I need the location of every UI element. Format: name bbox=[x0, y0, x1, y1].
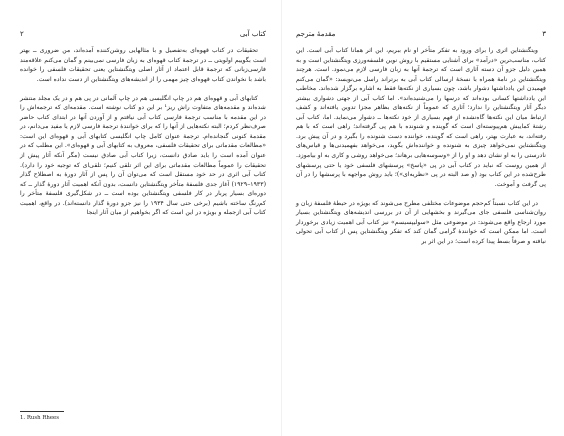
footnote-rule bbox=[20, 411, 64, 412]
right-page bbox=[282, 0, 564, 436]
footnote: 1. Rush Rhees bbox=[20, 415, 60, 421]
right-page-body bbox=[296, 46, 546, 246]
paragraph: ویتگنشتاین اثری را برای ورود به تفکر متأخر او نام ببریم، این اثر همانا کتاب آبی است. این کتاب، مناسب‌ترین «درآمد» برای آشنایی مستقیم با روش نوین فلسفه‌ورزی ویتگنشتاین است و به همین دلیل جزو آن دسته آثاری است که ترجمهٔ آنها به زبان فارسی لازم می‌نمود. است. هرچند ویتگنشتاین در نامهٔ همراه با نسخهٔ ارسالی کتاب آبی به برتراند راسل می‌نویسد: «گمان می‌کنم فهمیدن این یادداشتها دشوار باشد، چون بسیاری از نکته‌ها فقط به اشاره برگزار شده‌اند. مخاطب این یادداشتها کسانی بوده‌اند که درسها را می‌شنیده‌اند». اما کتاب آبی از جهتی دشواری بیشتر دیگر آثار ویتگنشتاین را ندارد؛ آثاری که عموماً از نکته‌های بظاهر مجزا تدوین یافته‌اند و کشف ارتباط میان این نکته‌ها گاه‌نشده از فهم بسیاری از خود نکته‌ها ــ دشوار می‌نماید. اما، کتاب آبی رشتهٔ کماییش هم‌پیوسته‌ای است که گوینده و شنونده با هم پی گرفته‌اند؛ راهی است که با هم رفته‌اند، به عبارت بهتر، راهی است که گوینده، خواننده دست شنونده را بگیرد و در آن پیش برد. ویتگنشتاین نمی‌خواهد چیزی به شنونده و خواننده‌اش بگوید، می‌خواهد بفهمیدنی‌ها و قیاس‌های نادرستی را به او نشان دهد و او را از «وسوسه‌هایی برهاند؛ می‌خواهد روشی و کاری به او بیاموزد. از همین روست که نباید در کتاب آبی در پی «پاسخ» پرسشهای فلسفی خود یا حتی پرسشهای طرح‌شده در این کتاب بود (و صد البته در پی «نظریه‌ای»)؛ باید روش مواجهه با پرسشها را در آن پی گرفت و آموخت. bbox=[296, 47, 546, 188]
paragraph: کتابهای آبی و قهوه‌ای هم در چاپ انگلیسی هم در چاپ آلمانی در پی هم و در یک مجلد منتشر شده‌اند و مقدمه‌های متفاوت راش ریز¹ بر این دو کتاب نوشته است. مقدمه‌ای که ترجمه‌اش را در این مقدمه با مناسب ترجمهٔ فارسی کتاب آبی نیافتم و از آوردن آنها در ابتدای کتاب حاضر صرف‌نظر کردم؛ البته نکته‌هایی از آنها را که برای خوانندهٔ ترجمهٔ فارسی لازم یا مفید می‌دانم، در مقدمهٔ کنونی گنجانده‌ام. ترجمهٔ عنوان کامل چاپ انگلیسی کتابهای آبی و قهوه‌ای این است: «مطالعات مقدماتی برای تحقیقات فلسفی، معروف به کتابهای آبی و قهوه‌ای». این مطلب که در عنوان آمده است را باید صادق دانست، زیرا کتاب آبی صادق نیست (مگر آنکه آثار پیش از تحقیقات را عموماً مطالعات مقدماتی برای این اثر تلقی کنیم؛ تلقی‌ای که توجیه خود را دارد). کتاب آبی اثری در حد خود مستقل است که می‌توان آن را پس از آثار دورهٔ به اصطلاح گذار (۱۹۳۳–۱۹۲۹) آغاز جدی فلسفهٔ متأخر ویتگنشتاین دانست، بدون آنکه اهمیت آثار دورهٔ گذار ــ که دوره‌ای بسیار پربار در کار فلسفی ویتگنشتاین بوده است ــ در شکل‌گیری فلسفهٔ متأخر را کم‌رنگ ساخته باشیم (برخی حتی سال ۱۹۳۴ را نیز جزو دورهٔ گذار دانسته‌اند). در واقع، اهمیت کتاب آبی ازجمله و بویژه در این است که اگر بخواهیم از میان آثار اینجا bbox=[20, 94, 266, 217]
running-title: کتاب آبی bbox=[239, 30, 266, 38]
page-number: ۳ bbox=[542, 30, 546, 38]
page-number: ۲ bbox=[20, 30, 24, 38]
right-page-header bbox=[296, 30, 546, 38]
paragraph: در این کتاب نسبتاً کم‌حجم موضوعات مختلفی مطرح می‌شوند که بویژه در حیطهٔ فلسفهٔ زبان و روان‌شناسی فلسفی جای می‌گیرند و بخشهایی از آن در بررسی اندیشه‌های ویتگنشتاین بسیار مورد ارجاع واقع می‌شوند: در موضوعی مثل «سولیپسیسم» نیز کتاب آبی اهمیت زیادی برخوردار است. اما ممکن است که خوانندهٔ گرامی گمان کند که تفکر ویتگنشتاین پس از کتاب آبی تحولی نیافته و صرفاً بسط پیدا کرده است؛ در این اثر بر bbox=[296, 199, 546, 245]
running-title: مقدمهٔ مترجم bbox=[296, 30, 336, 38]
paragraph: تحقیقات در کتاب قهوه‌ای به‌تفصیل و با مثالهایی روشن‌کننده آمده‌اند، من ضروری ــ بهتر است بگوییم اولویتی ــ در ترجمهٔ کتاب قهوه‌ای به زبان فارسی نمی‌بینم و گمان می‌کنم علاقه‌مند فارسی‌زبانی که ترجمهٔ قابل اعتماد از آثار اصلی ویتگنشتاین یعنی تحقیقات فلسفی را خوانده باشد با نخواندن کتاب قهوه‌ای چیز مهمی را از اندیشه‌های ویتگنشتاین از دست نداده است. bbox=[20, 47, 266, 83]
left-page-body bbox=[20, 46, 266, 218]
left-page-header bbox=[20, 30, 266, 38]
